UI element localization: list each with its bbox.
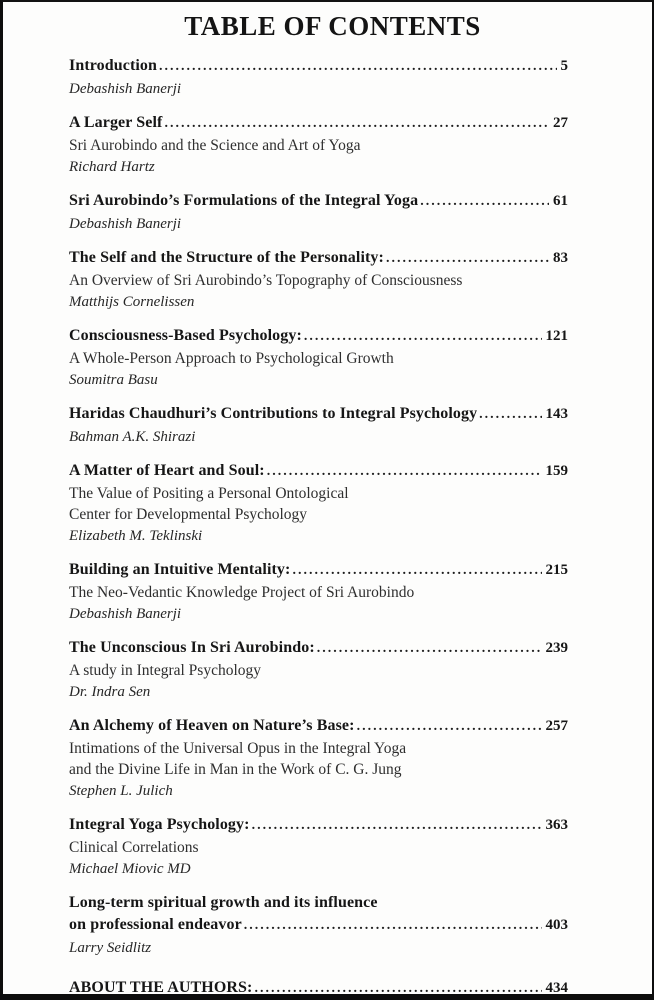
- toc-entry: [69, 190, 568, 235]
- entry-author: Bahman A.K. Shirazi: [69, 429, 196, 445]
- entry-author: Matthijs Cornelissen: [69, 294, 195, 310]
- entry-subtitle: Intimations of the Universal Opus in the Integral Yoga: [69, 740, 407, 757]
- toc-entry: [69, 55, 568, 100]
- entry-page-number: 257: [545, 718, 568, 734]
- entry-title-line: [69, 814, 568, 837]
- entry-title-line: [69, 460, 568, 483]
- entry-title-line: [69, 55, 568, 78]
- entry-page-number: 5: [560, 58, 568, 74]
- entry-author: Debashish Banerji: [69, 81, 182, 97]
- entry-page-number: 121: [545, 328, 568, 344]
- entry-title-line: [69, 112, 568, 135]
- entry-author: Debashish Banerji: [69, 606, 182, 622]
- dot-leader: [159, 55, 556, 78]
- entry-page-number: 363: [545, 817, 568, 833]
- dot-leader: [479, 403, 541, 426]
- entry-author: Larry Seidlitz: [69, 940, 152, 956]
- entry-title: A Larger Self: [69, 114, 163, 131]
- entry-subtitle: The Neo-Vedantic Knowledge Project of Sri Aurobindo: [69, 584, 415, 601]
- entry-author: Elizabeth M. Teklinski: [69, 528, 203, 544]
- entry-subtitle: A Whole-Person Approach to Psychological Growth: [69, 350, 394, 367]
- entry-page-number: 143: [545, 406, 568, 422]
- dot-leader: [254, 977, 541, 1000]
- page-title: TABLE OF CONTENTS: [184, 11, 481, 41]
- dot-leader: [386, 247, 549, 270]
- entry-title-line: [69, 914, 568, 937]
- entry-page-number: 159: [545, 463, 568, 479]
- toc-entry: [69, 814, 568, 880]
- entry-subtitle: Sri Aurobindo and the Science and Art of Yoga: [69, 137, 361, 154]
- entry-title: on professional endeavor: [69, 916, 242, 933]
- entry-author: Soumitra Basu: [69, 372, 158, 388]
- entry-subtitle: Center for Developmental Psychology: [69, 506, 308, 523]
- entry-title: Building an Intuitive Mentality:: [69, 561, 291, 578]
- toc-entry: [69, 460, 568, 547]
- dot-leader: [252, 814, 542, 837]
- entry-title: The Self and the Structure of the Personality:: [69, 249, 384, 266]
- entry-title-line: [69, 325, 568, 348]
- entry-title: A Matter of Heart and Soul:: [69, 462, 265, 479]
- entry-subtitle: An Overview of Sri Aurobindo’s Topography of Consciousness: [69, 272, 463, 289]
- entry-page-number: 61: [553, 193, 568, 209]
- entry-title-line: [69, 247, 568, 270]
- toc-entries: [69, 55, 568, 1000]
- toc-entry: [69, 977, 568, 1000]
- entry-author: Dr. Indra Sen: [69, 684, 151, 700]
- entry-subtitle: A study in Integral Psychology: [69, 662, 262, 679]
- dot-leader: [357, 715, 542, 738]
- entry-title-line: [69, 637, 568, 660]
- entry-title-prefix: Long-term spiritual growth and its influence: [69, 894, 378, 911]
- entry-title-line: [69, 403, 568, 426]
- dot-leader: [164, 112, 549, 135]
- entry-title: Consciousness-Based Psychology:: [69, 327, 302, 344]
- entry-subtitle: Clinical Correlations: [69, 839, 199, 856]
- entry-title-line: [69, 559, 568, 582]
- entry-author: Debashish Banerji: [69, 216, 182, 232]
- toc-entry: [69, 247, 568, 313]
- toc-entry: [69, 559, 568, 625]
- entry-title-line: [69, 190, 568, 213]
- entry-subtitle: and the Divine Life in Man in the Work of C. G. Jung: [69, 761, 402, 778]
- entry-title: Introduction: [69, 57, 158, 74]
- entry-page-number: 403: [545, 917, 568, 933]
- entry-title: The Unconscious In Sri Aurobindo:: [69, 639, 315, 656]
- entry-title: Haridas Chaudhuri’s Contributions to Integral Psychology: [69, 405, 478, 422]
- toc-entry: [69, 403, 568, 448]
- dot-leader: [304, 325, 542, 348]
- entry-page-number: 27: [553, 115, 568, 131]
- entry-page-number: 83: [553, 250, 568, 266]
- toc-entry: [69, 325, 568, 391]
- entry-title: Sri Aurobindo’s Formulations of the Integral Yoga: [69, 192, 419, 209]
- dot-leader: [244, 914, 542, 937]
- entry-author: Stephen L. Julich: [69, 783, 173, 799]
- entry-title-line: [69, 977, 568, 1000]
- entry-page-number: 239: [545, 640, 568, 656]
- entry-author: Michael Miovic MD: [69, 861, 191, 877]
- entry-title: ABOUT THE AUTHORS:: [69, 979, 253, 996]
- toc-entry: [69, 112, 568, 178]
- toc-entry: [69, 715, 568, 802]
- entry-author: Richard Hartz: [69, 159, 155, 175]
- dot-leader: [317, 637, 542, 660]
- dot-leader: [292, 559, 541, 582]
- toc-entry: [69, 892, 568, 959]
- entry-title: An Alchemy of Heaven on Nature’s Base:: [69, 717, 355, 734]
- toc-entry: [69, 637, 568, 703]
- entry-title: Integral Yoga Psychology:: [69, 816, 250, 833]
- dot-leader: [420, 190, 549, 213]
- entry-subtitle: The Value of Positing a Personal Ontological: [69, 485, 349, 502]
- dot-leader: [267, 460, 542, 483]
- entry-title-line: [69, 715, 568, 738]
- entry-page-number: 215: [545, 562, 568, 578]
- entry-page-number: 434: [545, 980, 568, 996]
